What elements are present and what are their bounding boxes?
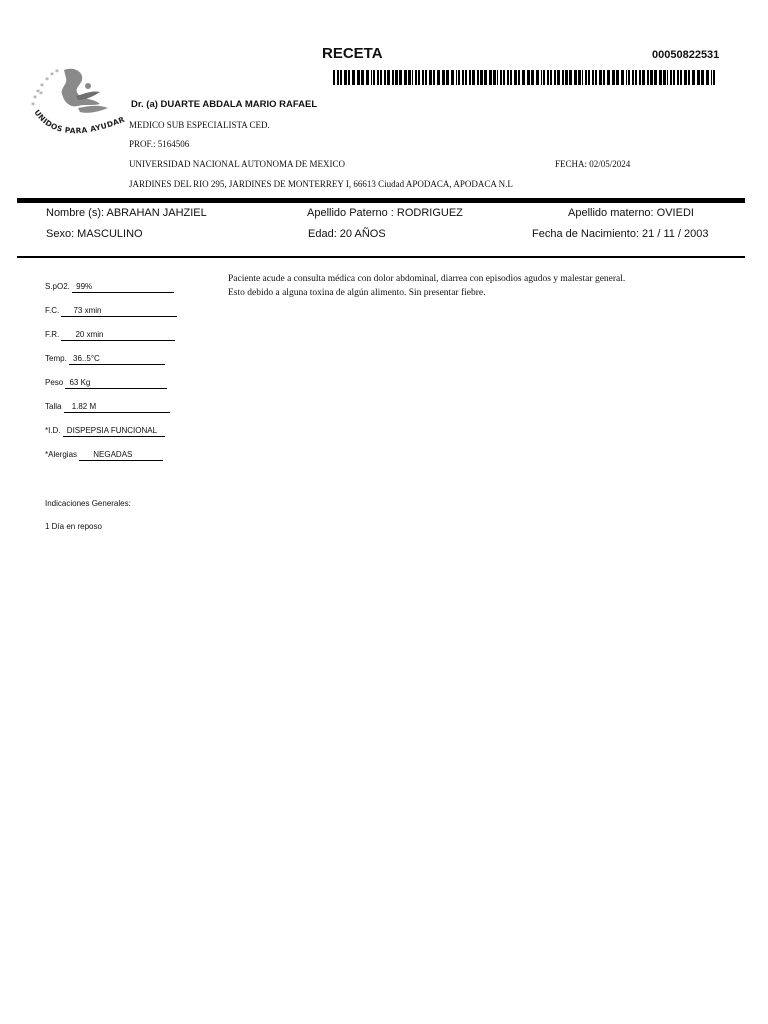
vital-value: 1.82 M: [64, 402, 170, 413]
vital-value: NEGADAS: [79, 450, 163, 461]
vital-label: Talla: [45, 402, 62, 411]
svg-text:*: *: [39, 90, 43, 99]
vital-spo2: [45, 282, 174, 293]
vital-temperature: [45, 354, 165, 365]
vital-label: Peso: [45, 378, 64, 387]
doctor-specialty: MEDICO SUB ESPECIALISTA CED.: [129, 120, 270, 130]
svg-text:*: *: [40, 82, 44, 91]
svg-text:*: *: [55, 68, 59, 77]
vital-label: *I.D.: [45, 426, 61, 435]
svg-text:*: *: [50, 71, 54, 80]
patient-maternal-surname: Apellido materno: OVIEDI: [568, 207, 694, 219]
vital-label: *Alergias: [45, 450, 78, 459]
vital-diagnosis: [45, 426, 165, 437]
patient-age: Edad: 20 AÑOS: [308, 228, 386, 240]
vital-value: 63 Kg: [65, 378, 167, 389]
patient-divider: [17, 256, 745, 258]
folio-number: 00050822531: [652, 49, 720, 61]
vital-label: S.pO2.: [45, 282, 70, 291]
svg-text:*: *: [31, 101, 35, 110]
svg-text:*: *: [45, 76, 49, 85]
vital-label: F.R.: [45, 330, 60, 339]
document-title: RECETA: [322, 45, 383, 62]
patient-sex: Sexo: MASCULINO: [46, 228, 143, 240]
patient-first-name: Nombre (s): ABRAHAN JAHZIEL: [46, 207, 207, 219]
svg-text:*: *: [36, 88, 40, 97]
vital-value: 20 xmin: [61, 330, 175, 341]
indication-item: 1 Día en reposo: [45, 522, 102, 531]
svg-text:*: *: [33, 94, 37, 103]
vital-height: [45, 402, 170, 413]
prescription-date: FECHA: 02/05/2024: [555, 159, 631, 169]
vital-value: DISPEPSIA FUNCIONAL: [63, 426, 165, 437]
patient-birthdate: Fecha de Nacimiento: 21 / 11 / 2003: [532, 228, 709, 240]
clinical-note: [228, 272, 738, 300]
doctor-license: PROF.: 5164506: [129, 139, 190, 149]
indications-heading: Indicaciones Generales:: [45, 499, 131, 508]
clinical-note-line: Esto debido a alguna toxina de algún alimento. Sin presentar fiebre.: [228, 288, 486, 298]
vital-value: 36..5°C: [69, 354, 165, 365]
vital-weight: [45, 378, 167, 389]
organization-logo: [28, 64, 132, 148]
vital-label: Temp.: [45, 354, 67, 363]
vital-label: F.C.: [45, 306, 60, 315]
header-divider: [17, 198, 745, 203]
doctor-university: UNIVERSIDAD NACIONAL AUTONOMA DE MEXICO: [129, 159, 345, 169]
doctor-name: Dr. (a) DUARTE ABDALA MARIO RAFAEL: [131, 99, 318, 110]
vital-allergies: [45, 450, 163, 461]
clinical-note-line: Paciente acude a consulta médica con dolor abdominal, diarrea con episodios agudos y malestar general.: [228, 274, 626, 284]
vital-respiratory-rate: [45, 330, 175, 341]
vital-value: 99%: [72, 282, 174, 293]
barcode: [333, 70, 718, 85]
svg-text:UNIDOS PARA AYUDAR: UNIDOS PARA AYUDAR: [32, 108, 126, 136]
vital-heart-rate: [45, 306, 177, 317]
patient-paternal-surname: Apellido Paterno : RODRIGUEZ: [307, 207, 463, 219]
doctor-address: JARDINES DEL RIO 295, JARDINES DE MONTERREY I, 66613 Ciudad APODACA, APODACA N.L: [129, 179, 513, 189]
vital-value: 73 xmin: [61, 306, 177, 317]
